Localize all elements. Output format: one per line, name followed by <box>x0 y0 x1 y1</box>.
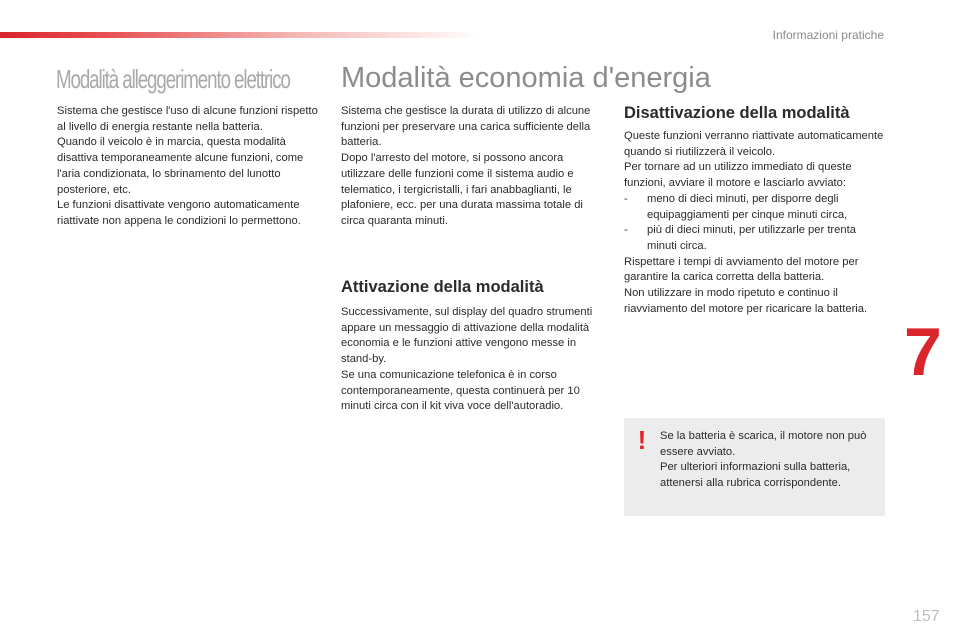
page-number: 157 <box>913 608 940 625</box>
title-deactivation: Disattivazione della modalità <box>624 104 850 122</box>
deactivation-lead: Per tornare ad un utilizzo immediato di queste funzioni, avviare il motore e lasciarlo avviato: <box>624 161 852 190</box>
col1-paragraph: Sistema che gestisce l'uso di alcune funzioni rispetto al livello di energia restante nella batteria. <box>57 105 318 133</box>
title-activation: Attivazione della modalità <box>341 278 544 296</box>
deactivation-body <box>624 129 886 317</box>
deactivation-paragraph: Non utilizzare in modo ripetuto e continuo il riavviamento del motore per ricaricare la batteria. <box>624 287 868 315</box>
col1-paragraph: Quando il veicolo è in marcia, questa modalità disattiva temporaneamente alcune funzioni, come l'aria condizionata, lo sbrinamento del lunotto posteriore, etc. <box>57 136 304 196</box>
col1-paragraph: Le funzioni disattivate vengono automaticamente riattivate non appena le condizioni lo permettono. <box>57 199 301 227</box>
list-dash: - <box>624 192 628 205</box>
list-item <box>624 223 886 254</box>
warning-paragraph: Se la batteria è scarica, il motore non può essere avviato. <box>660 430 867 458</box>
deactivation-paragraph: Rispettare i tempi di avviamento del motore per garantire la carica corretta della batteria. <box>624 255 859 284</box>
warning-exclamation-icon: ! <box>637 425 647 455</box>
col1-body <box>57 104 319 230</box>
activation-body <box>341 305 603 415</box>
col2-body <box>341 104 603 230</box>
col2-paragraph: Sistema che gestisce la durata di utilizzo di alcune funzioni per preservare una carica sufficiente della batteria. <box>341 105 591 149</box>
warning-box <box>624 418 885 516</box>
list-item-text: meno di dieci minuti, per disporre degli equipaggiamenti per cinque minuti circa, <box>647 192 848 221</box>
section-header: Informazioni pratiche <box>772 28 884 42</box>
title-electric-lightening-mode: Modalità alleggerimento elettrico <box>56 64 290 94</box>
activation-paragraph: Se una comunicazione telefonica è in corso contemporaneamente, questa continuerà per 10 minuti circa con il kit viva voce dell'autoradio. <box>341 368 580 413</box>
list-dash: - <box>624 224 628 237</box>
chapter-number: 7 <box>904 314 942 390</box>
warning-paragraph: Per ulteriori informazioni sulla batteria, attenersi alla rubrica corrispondente. <box>660 461 851 490</box>
warning-text <box>660 429 878 492</box>
deactivation-intro: Queste funzioni verranno riattivate automaticamente quando si riutilizzerà il veicolo. <box>624 130 884 158</box>
activation-paragraph: Successivamente, sul display del quadro strumenti appare un messaggio di attivazione della modalità economia e le funzioni attive vengono messe in stand-by. <box>341 306 593 366</box>
list-item <box>624 192 886 223</box>
title-energy-economy-mode: Modalità economia d'energia <box>341 62 711 94</box>
list-item-text: più di dieci minuti, per utilizzarle per trenta minuti circa. <box>647 224 856 252</box>
col2-paragraph: Dopo l'arresto del motore, si possono ancora utilizzare delle funzioni come il sistema audio e telematico, i tergicristalli, i fari anabbaglianti, le plafoniere, ecc. per una durata massima totale di circa quaranta minuti. <box>341 152 583 227</box>
header-accent-bar <box>0 32 480 38</box>
